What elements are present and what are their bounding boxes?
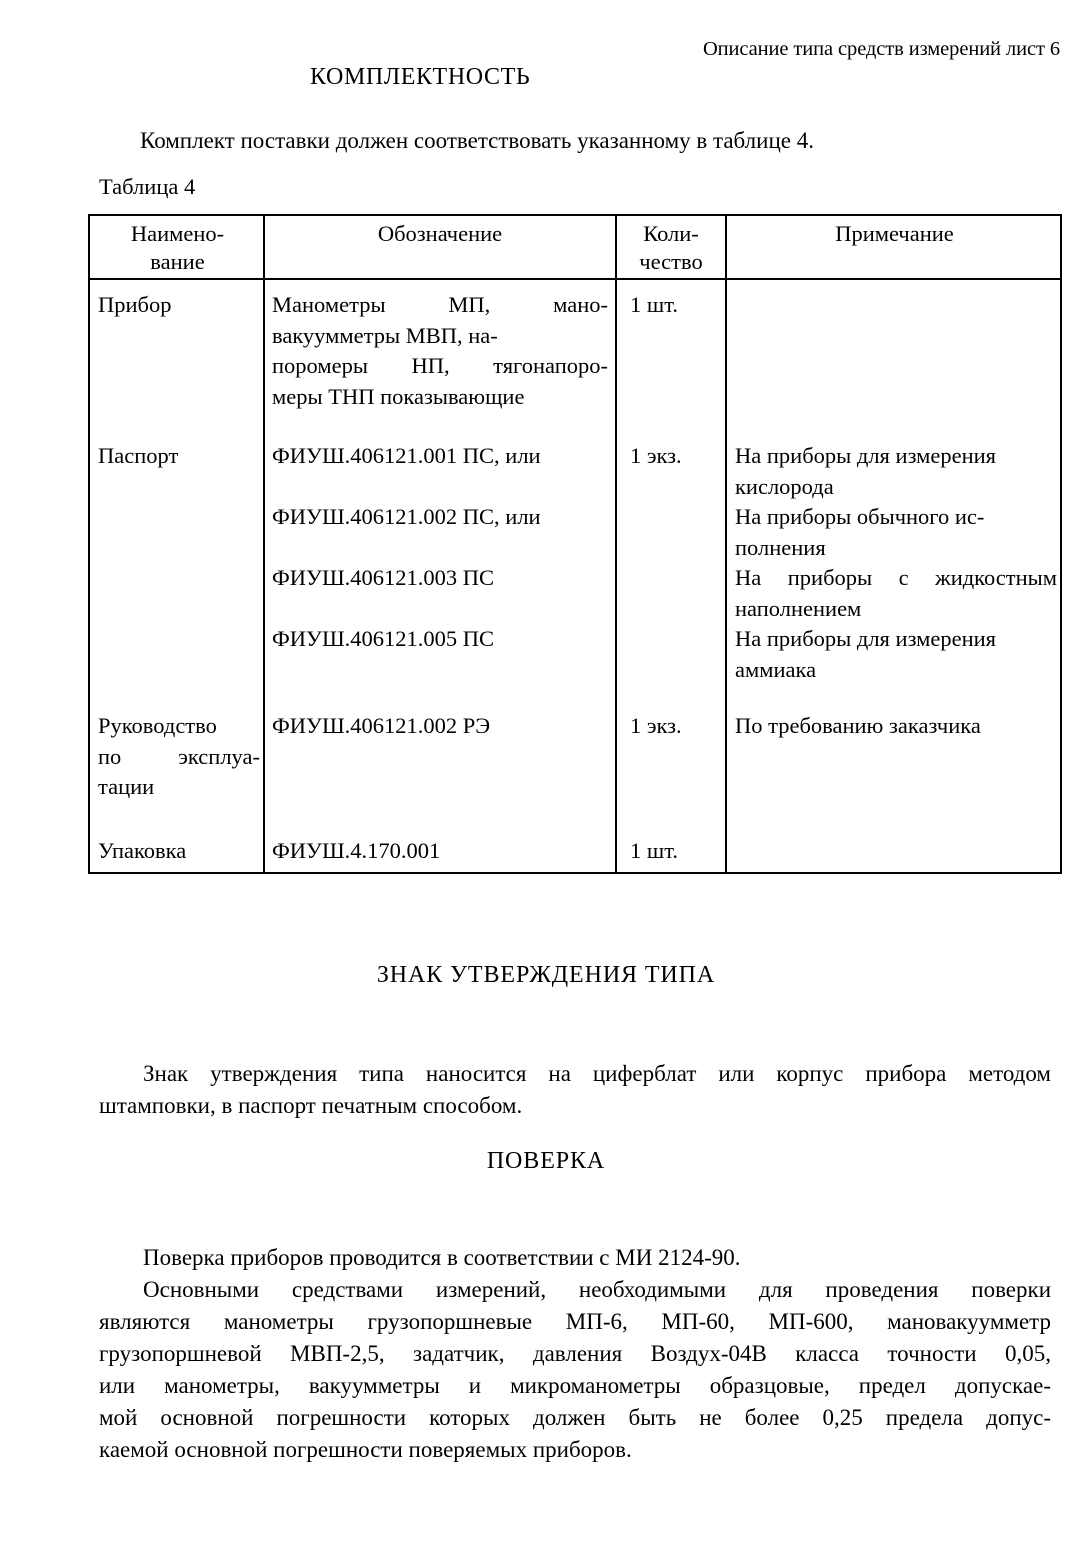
- table-header-designation: Обозначение: [377, 221, 503, 246]
- designation-line: поромеры НП, тягонапоро-: [272, 353, 608, 378]
- paragraph-line: Знак утверждения типа наносится на циферблат или корпус прибора методом: [143, 1061, 1051, 1086]
- table-row-name-pribor: Прибор: [98, 292, 172, 317]
- table-caption: Таблица 4: [99, 174, 196, 199]
- name-line: тации: [98, 774, 155, 799]
- note-line: На приборы для измерения: [735, 626, 997, 651]
- table-row-designation-pasport-2: ФИУШ.406121.002 ПС, или: [272, 504, 541, 529]
- note-line: полнения: [735, 534, 826, 560]
- table-row-quantity-rukovodstvo: 1 экз.: [630, 713, 682, 738]
- table-row-name-rukovodstvo: [98, 711, 260, 803]
- table-header-quantity: [617, 220, 725, 276]
- table-row-designation-pribor: [272, 290, 608, 412]
- table-header-note: Примечание: [835, 221, 954, 246]
- name-line: Руководство: [98, 713, 217, 738]
- table-row-note-rukovodstvo: По требованию заказчика: [735, 713, 981, 738]
- table-row-designation-pasport-3: ФИУШ.406121.003 ПС: [272, 565, 495, 590]
- section-title-znak-utverzhdeniya: ЗНАК УТВЕРЖДЕНИЯ ТИПА: [376, 962, 716, 988]
- table-header-quantity-line2: чество: [639, 249, 703, 274]
- note-line: наполнением: [735, 595, 862, 621]
- designation-line: Манометры МП, мано-: [272, 292, 608, 317]
- paragraph-poverka-first: [99, 1242, 1051, 1274]
- paragraph-line: грузопоршневой МВП-2,5, задатчик, давления Воздух-04В класса точности 0,05,: [99, 1341, 1051, 1366]
- name-line: по эксплуа-: [98, 743, 260, 769]
- running-head: Описание типа средств измерений лист 6: [702, 38, 1060, 60]
- paragraph-line: штамповки, в паспорт печатным способом.: [99, 1093, 523, 1118]
- table-column-divider-1: [263, 216, 265, 872]
- table-column-divider-3: [725, 216, 727, 872]
- designation-line: вакуумметры МВП, на-: [272, 322, 498, 348]
- table-row-quantity-pribor: 1 шт.: [630, 292, 678, 317]
- table-row-designation-pasport-4: ФИУШ.406121.005 ПС: [272, 626, 495, 651]
- note-line: аммиака: [735, 656, 817, 682]
- table-header-quantity-line1: Коли-: [643, 221, 699, 246]
- note-line: На приборы с жидкостным: [735, 565, 1057, 590]
- table-row-note-pasport-2: [735, 502, 1057, 563]
- table-header-name-line1: Наимено-: [130, 221, 225, 246]
- table-header-divider: [90, 278, 1060, 280]
- table-row-designation-rukovodstvo: ФИУШ.406121.002 РЭ: [272, 713, 491, 738]
- note-line: кислорода: [735, 473, 834, 499]
- table-row-designation-pasport-1: ФИУШ.406121.001 ПС, или: [272, 443, 541, 468]
- paragraph-line: Основными средствами измерений, необходимыми для проведения поверки: [143, 1277, 1051, 1302]
- table-row-designation-upakovka: ФИУШ.4.170.001: [272, 838, 441, 863]
- table-row-note-pasport-4: [735, 624, 1057, 685]
- note-line: На приборы для измерения: [735, 443, 997, 468]
- section-title-komplektnost: КОМПЛЕКТНОСТЬ: [310, 64, 531, 90]
- table-row-quantity-pasport: 1 экз.: [630, 443, 682, 468]
- table-row-quantity-upakovka: 1 шт.: [630, 838, 678, 863]
- paragraph-line: мой основной погрешности которых должен быть не более 0,25 предела допус-: [99, 1405, 1051, 1430]
- paragraph-znak-utverzhdeniya: [99, 1058, 1051, 1122]
- designation-line: меры ТНП показывающие: [272, 383, 525, 409]
- paragraph-poverka-second: [99, 1274, 1051, 1466]
- note-line: На приборы обычного ис-: [735, 504, 985, 529]
- table-row-name-pasport: Паспорт: [98, 443, 179, 468]
- paragraph-line: являются манометры грузопоршневые МП-6, МП-60, МП-600, мановакуумметр: [99, 1309, 1051, 1334]
- paragraph-line: Поверка приборов проводится в соответствии с МИ 2124-90.: [143, 1245, 741, 1270]
- intro-paragraph: Комплект поставки должен соответствовать указанному в таблице 4.: [140, 128, 814, 153]
- paragraph-line: или манометры, вакуумметры и микроманометры образцовые, предел допускае-: [99, 1373, 1051, 1398]
- table-header-name: [92, 220, 263, 276]
- table-row-name-upakovka: Упаковка: [98, 838, 187, 863]
- paragraph-line: каемой основной погрешности поверяемых приборов.: [99, 1437, 632, 1462]
- komplektnost-table: [88, 214, 1062, 874]
- table-header-name-line2: вание: [150, 249, 205, 274]
- section-title-poverka: ПОВЕРКА: [486, 1148, 606, 1174]
- table-row-note-pasport-1: [735, 441, 1057, 502]
- table-row-note-pasport-3: [735, 563, 1057, 624]
